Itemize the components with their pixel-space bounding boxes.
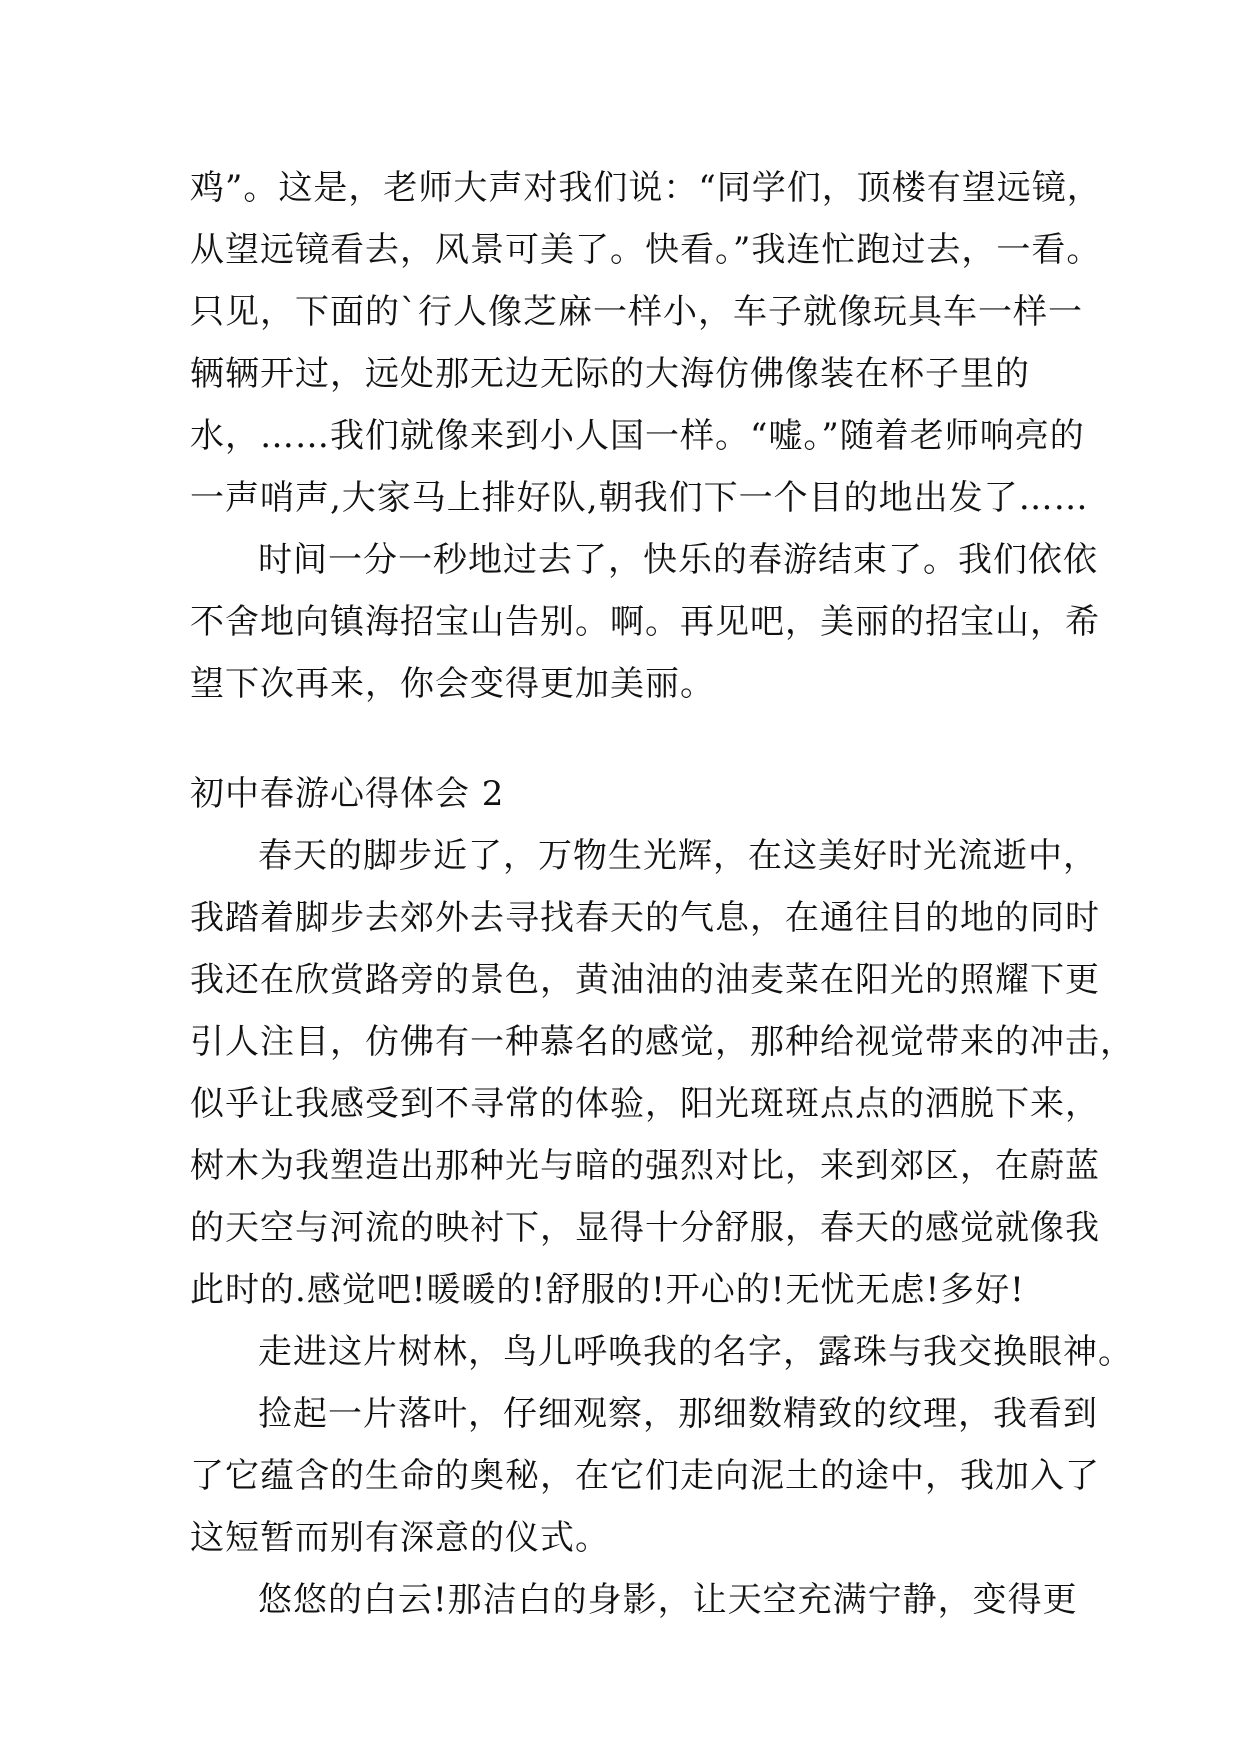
paragraph-first-line: 春天的脚步近了，万物生光辉，在这美好时光流逝中， <box>258 836 1098 876</box>
text-line: 辆辆开过，远处那无边无际的大海仿佛像装在杯子里的 <box>190 354 1030 394</box>
paragraph-first-line: 捡起一片落叶，仔细观察，那细数精致的纹理，我看到 <box>258 1394 1098 1434</box>
text-line: 了它蕴含的生命的奥秘，在它们走向泥土的途中，我加入了 <box>190 1456 1100 1496</box>
text-line: 此时的.感觉吧!暖暖的!舒服的!开心的!无忧无虑!多好! <box>190 1270 1025 1310</box>
text-line: 水，……我们就像来到小人国一样。“嘘。”随着老师响亮的 <box>190 416 1085 456</box>
text-line: 树木为我塑造出那种光与暗的强烈对比，来到郊区，在蔚蓝 <box>190 1146 1100 1186</box>
text-line: 似乎让我感受到不寻常的体验，阳光斑斑点点的洒脱下来， <box>190 1084 1100 1124</box>
text-line: 鸡”。这是，老师大声对我们说：“同学们，顶楼有望远镜， <box>190 168 1102 208</box>
paragraph-first-line: 时间一分一秒地过去了，快乐的春游结束了。我们依依 <box>258 540 1098 580</box>
text-line: 这短暂而别有深意的仪式。 <box>190 1518 610 1558</box>
text-line: 我踏着脚步去郊外去寻找春天的气息，在通往目的地的同时 <box>190 898 1100 938</box>
text-line: 的天空与河流的映衬下，显得十分舒服，春天的感觉就像我 <box>190 1208 1100 1248</box>
text-line: 只见，下面的`行人像芝麻一样小，车子就像玩具车一样一 <box>190 292 1083 332</box>
text-line: 不舍地向镇海招宝山告别。啊。再见吧，美丽的招宝山，希 <box>190 602 1100 642</box>
text-line: 引人注目，仿佛有一种慕名的感觉，那种给视觉带来的冲击， <box>190 1022 1135 1062</box>
section-heading: 初中春游心得体会 2 <box>190 774 505 814</box>
text-line: 从望远镜看去，风景可美了。快看。”我连忙跑过去，一看。 <box>190 230 1102 270</box>
paragraph-first-line: 走进这片树林，鸟儿呼唤我的名字，露珠与我交换眼神。 <box>258 1332 1133 1372</box>
paragraph-first-line: 悠悠的白云!那洁白的身影，让天空充满宁静，变得更 <box>258 1580 1078 1620</box>
text-line: 望下次再来，你会变得更加美丽。 <box>190 664 715 704</box>
text-line: 一声哨声,大家马上排好队,朝我们下一个目的地出发了…… <box>190 478 1089 518</box>
text-line: 我还在欣赏路旁的景色，黄油油的油麦菜在阳光的照耀下更 <box>190 960 1100 1000</box>
